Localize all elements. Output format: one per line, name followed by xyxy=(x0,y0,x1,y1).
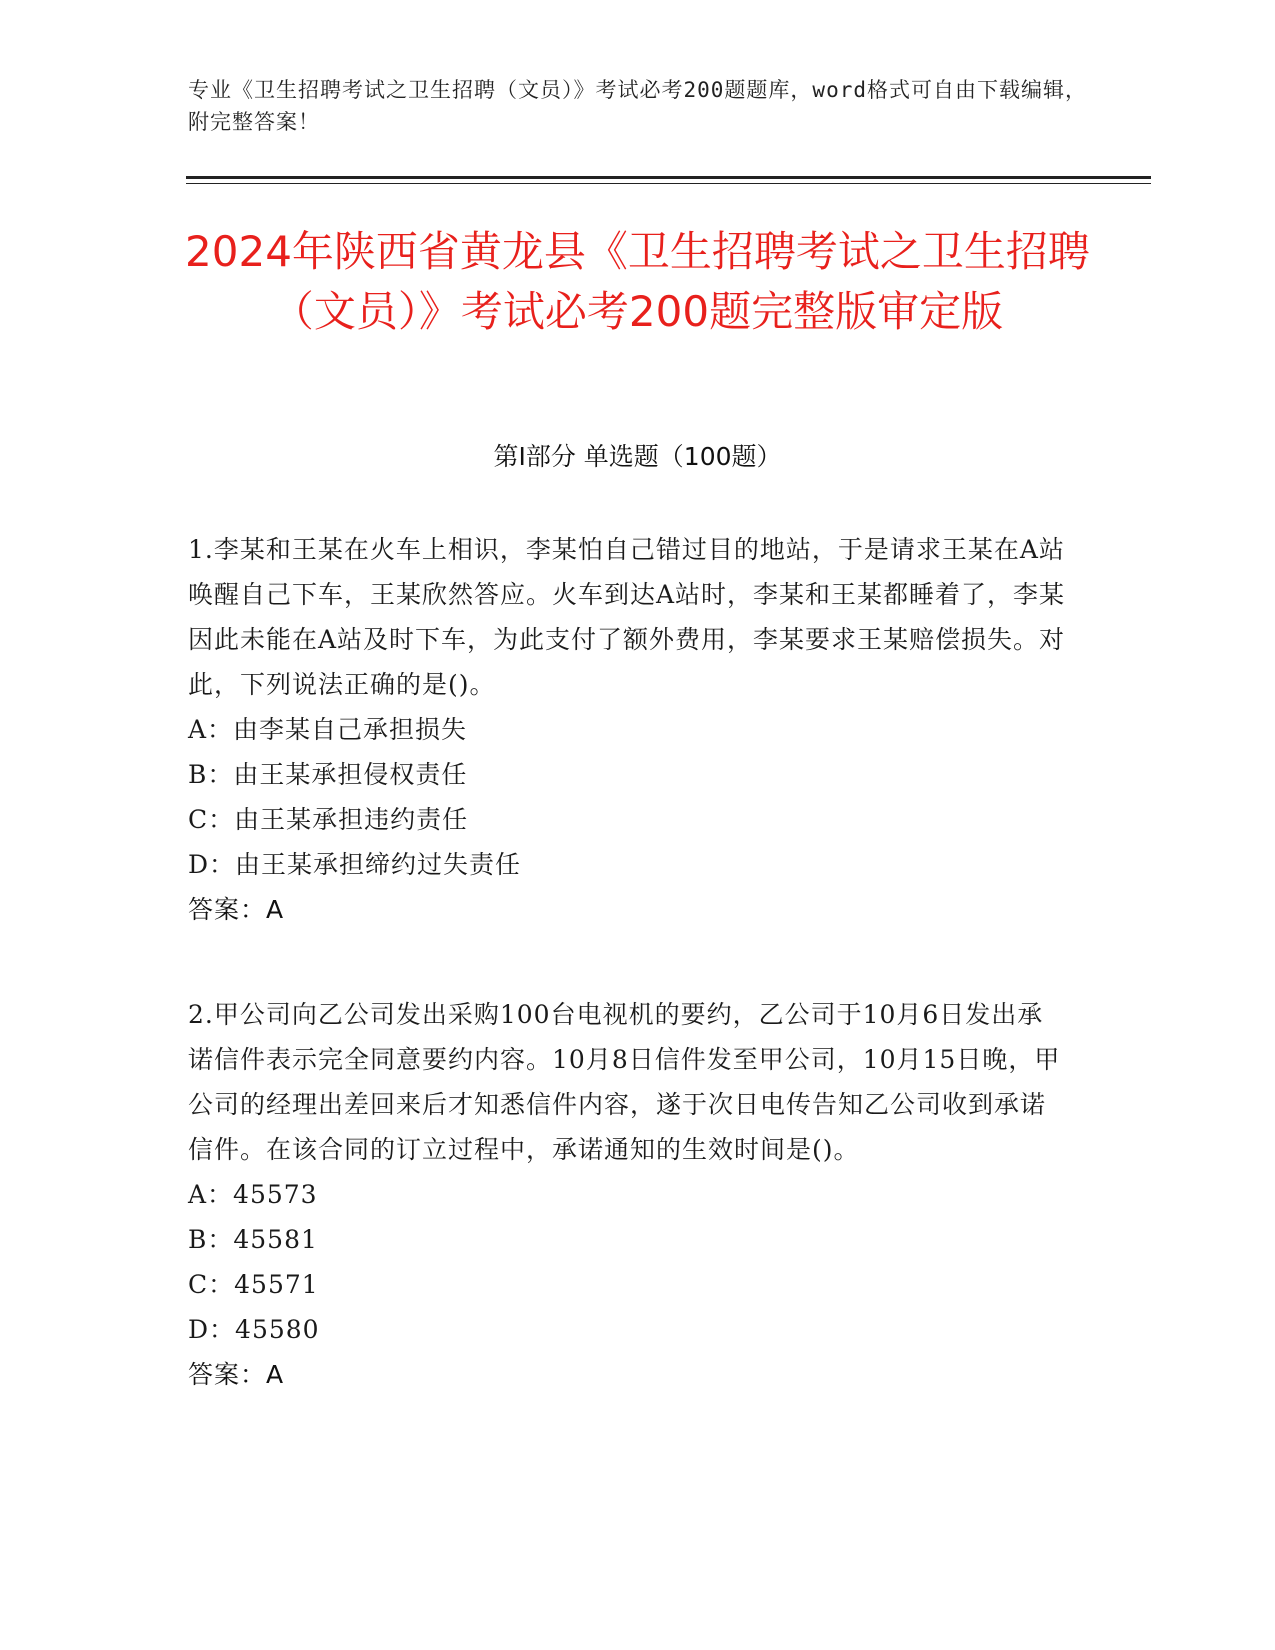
answer-line: 答案：A xyxy=(188,895,285,924)
option-a: A：45573 xyxy=(188,1180,318,1209)
option-d: D：45580 xyxy=(188,1315,320,1344)
question-1 xyxy=(188,527,1068,932)
document-title: 2024年陕西省黄龙县《卫生招聘考试之卫生招聘（文员）》考试必考200题完整版审定版 xyxy=(185,227,1090,336)
answer-line: 答案：A xyxy=(188,1360,285,1389)
section-title: 第I部分 单选题（100题） xyxy=(493,442,782,471)
header-divider-thick xyxy=(186,176,1151,179)
option-a: A：由李某自己承担损失 xyxy=(188,715,468,744)
option-d: D：由王某承担缔约过失责任 xyxy=(188,850,522,879)
question-2 xyxy=(188,992,1068,1397)
option-b: B：45581 xyxy=(188,1225,318,1254)
option-c: C：由王某承担违约责任 xyxy=(188,805,469,834)
option-b: B：由王某承担侵权责任 xyxy=(188,760,468,789)
header-note: 专业《卫生招聘考试之卫生招聘（文员）》考试必考200题题库，word格式可自由下载编辑，附完整答案！ xyxy=(188,78,1087,134)
question-stem: 1.李某和王某在火车上相识，李某怕自己错过目的地站，于是请求王某在A站唤醒自己下车，王某欣然答应。火车到达A站时，李某和王某都睡着了，李某因此未能在A站及时下车，为此支付了额外费用，李某要求王某赔偿损失。对此，下列说法正确的是()。 xyxy=(188,535,1066,699)
header-divider-thin xyxy=(186,183,1151,184)
question-stem: 2.甲公司向乙公司发出采购100台电视机的要约，乙公司于10月6日发出承诺信件表示完全同意要约内容。10月8日信件发至甲公司，10月15日晚，甲公司的经理出差回来后才知悉信件内容，遂于次日电传告知乙公司收到承诺信件。在该合同的订立过程中，承诺通知的生效时间是()。 xyxy=(188,1000,1061,1164)
option-c: C：45571 xyxy=(188,1270,319,1299)
